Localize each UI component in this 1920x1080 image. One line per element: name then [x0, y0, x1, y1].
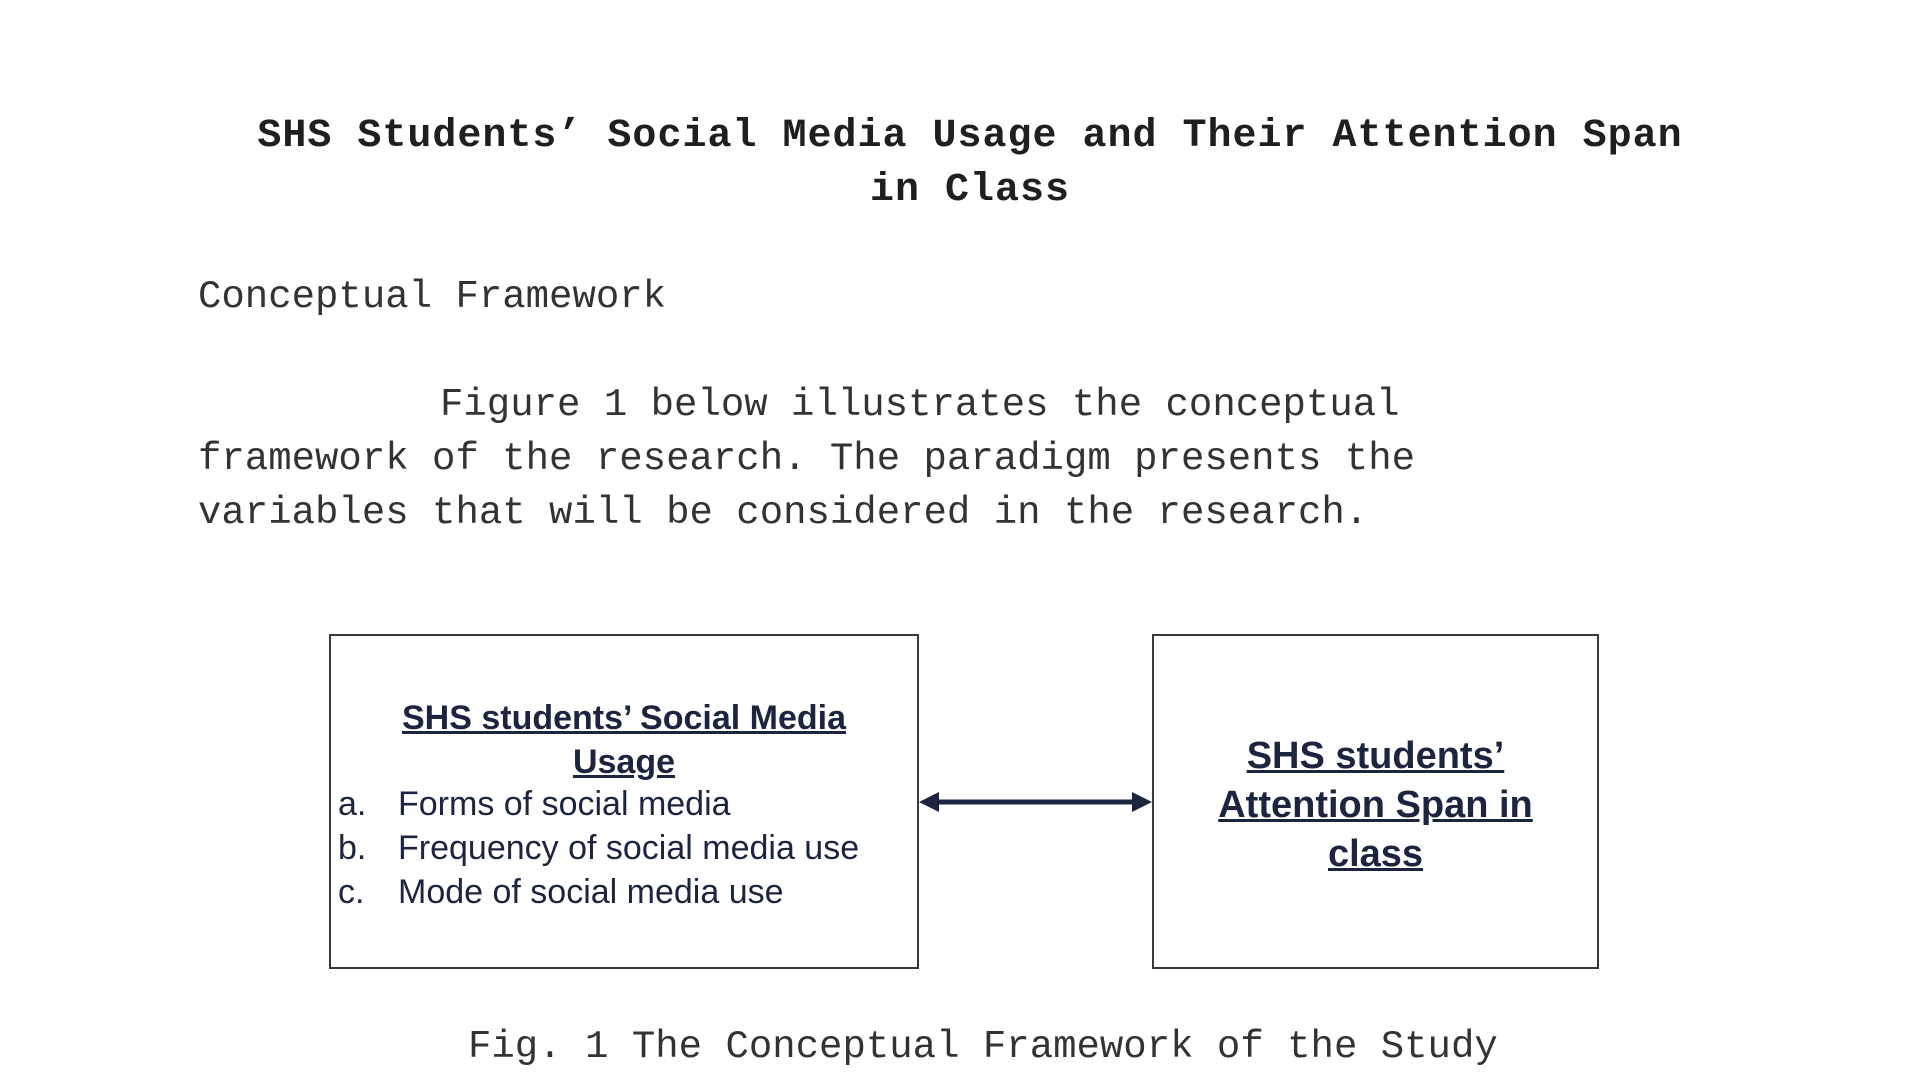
list-item-text: Forms of social media	[398, 785, 731, 823]
list-item	[338, 782, 859, 826]
bidirectional-arrow-icon	[919, 784, 1152, 820]
section-heading: Conceptual Framework	[198, 275, 667, 319]
independent-variable-list	[338, 782, 859, 914]
intro-line-2: framework of the research. The paradigm presents the	[198, 437, 1415, 481]
list-item-text: Mode of social media use	[398, 873, 784, 911]
document-title	[190, 110, 1750, 218]
arrow-head-left	[919, 792, 939, 812]
list-item-text: Frequency of social media use	[398, 829, 860, 867]
dependent-variable-heading-line-3: class	[1327, 833, 1424, 875]
independent-variable-heading-line-1: SHS students’ Social Media	[401, 699, 846, 737]
document-title-line-1: SHS Students’ Social Media Usage and Their Attention Span	[257, 114, 1683, 159]
independent-variable-box	[329, 634, 919, 969]
dependent-variable-heading	[1154, 732, 1597, 879]
intro-line-3: variables that will be considered in the research.	[198, 491, 1369, 535]
dependent-variable-heading-line-1: SHS students’	[1246, 735, 1505, 777]
intro-line-1: Figure 1 below illustrates the conceptual	[440, 383, 1400, 427]
document-title-line-2: in Class	[869, 168, 1071, 213]
arrow-head-right	[1132, 792, 1152, 812]
list-item-marker: a.	[338, 785, 367, 823]
dependent-variable-heading-line-2: Attention Span in	[1218, 784, 1533, 826]
list-item-marker: b.	[338, 829, 367, 867]
independent-variable-heading-line-2: Usage	[572, 743, 676, 781]
figure-caption: Fig. 1 The Conceptual Framework of the Study	[468, 1025, 1498, 1069]
independent-variable-heading	[331, 696, 917, 784]
dependent-variable-box	[1152, 634, 1599, 969]
intro-paragraph	[198, 378, 1798, 540]
list-item	[338, 870, 859, 914]
list-item-marker: c.	[338, 873, 365, 911]
list-item	[338, 826, 859, 870]
